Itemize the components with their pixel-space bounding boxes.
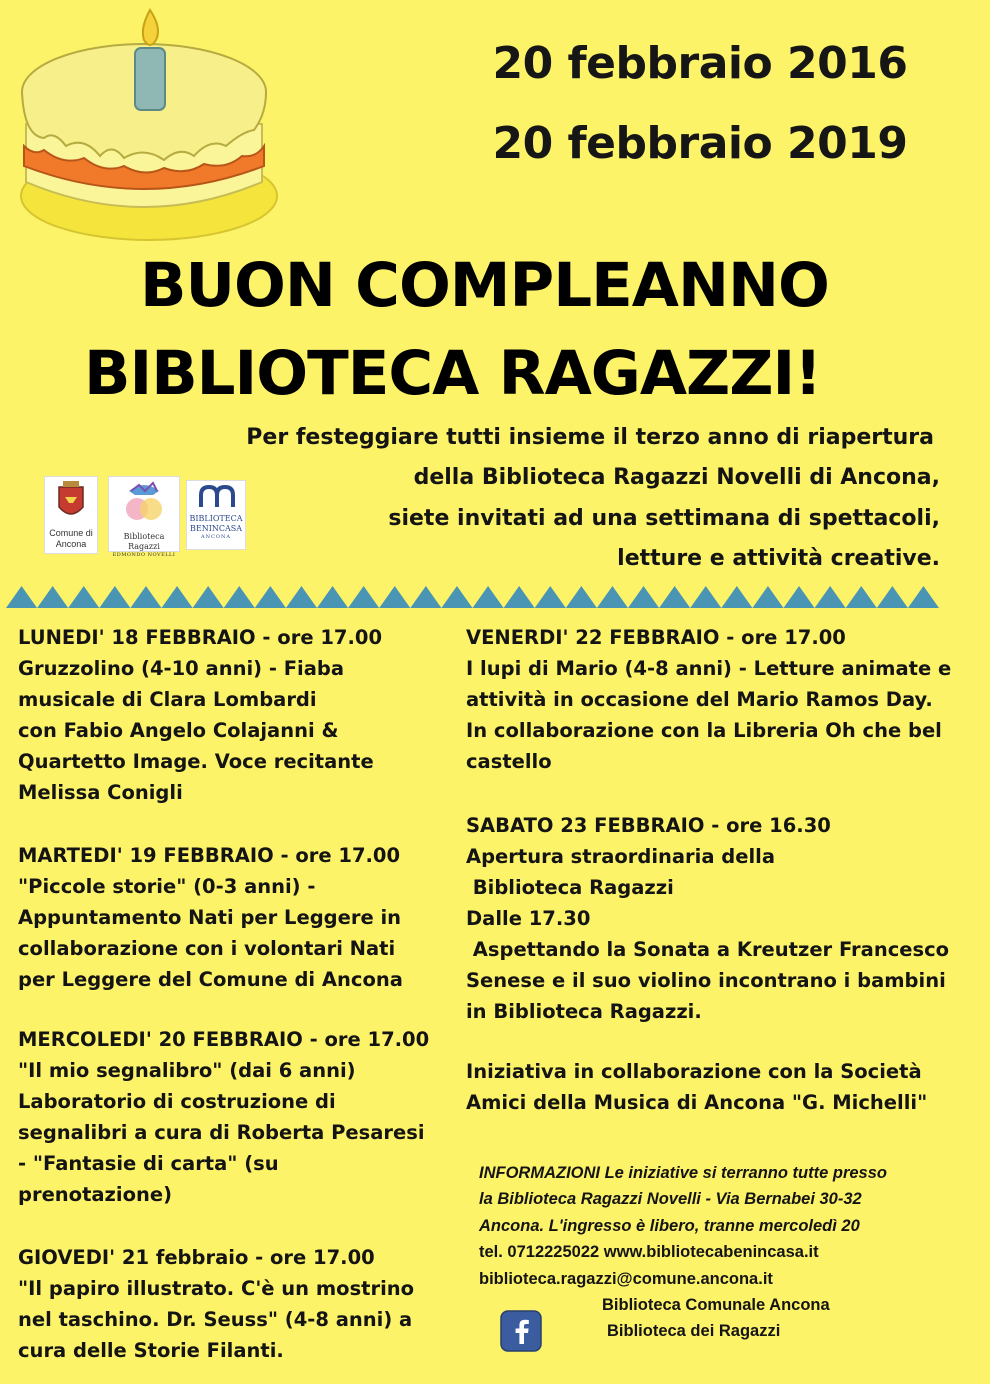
border-triangle (37, 586, 68, 608)
border-triangle (410, 586, 441, 608)
event-line: Quartetto Image. Voce recitante (18, 750, 374, 773)
comune-logo-line-2: Ancona (55, 539, 87, 549)
border-triangle (286, 586, 317, 608)
event-martedi (18, 840, 403, 995)
border-triangle (815, 586, 846, 608)
biblioteca-benincasa-logo (186, 480, 246, 550)
border-triangle (908, 586, 939, 608)
footer-line-1: Biblioteca Comunale Ancona (602, 1296, 830, 1314)
border-triangle (193, 586, 224, 608)
event-line: per Leggere del Comune di Ancona (18, 968, 403, 991)
border-triangle (784, 586, 815, 608)
border-triangle (162, 586, 193, 608)
date-2019: 20 febbraio 2019 (492, 118, 908, 169)
contact-line-email[interactable]: biblioteca.ragazzi@comune.ancona.it (479, 1269, 773, 1288)
info-block (479, 1160, 887, 1292)
biblioteca-ragazzi-logo (108, 476, 180, 558)
intro-line-3: siete invitati ad una settimana di spettacoli, (388, 506, 940, 531)
border-triangle (877, 586, 908, 608)
event-line: "Il mio segnalibro" (dai 6 anni) (18, 1059, 356, 1082)
event-line: con Fabio Angelo Colajanni & (18, 719, 339, 742)
headline-line-1: BUON COMPLEANNO (140, 250, 829, 321)
ragazzi-logo-line-2: EDMONDO NOVELLI (112, 552, 176, 558)
event-line: Melissa Conigli (18, 781, 183, 804)
event-line: I lupi di Mario (4-8 anni) - Letture animate e (466, 657, 952, 680)
info-line: la Biblioteca Ragazzi Novelli - Via Bernabei 30-32 (479, 1190, 862, 1209)
footer-line-2: Biblioteca dei Ragazzi (607, 1322, 781, 1340)
border-triangle (535, 586, 566, 608)
event-line: nel taschino. Dr. Seuss" (4-8 anni) a (18, 1308, 413, 1331)
arches-icon (187, 481, 245, 511)
event-line: Gruzzolino (4-10 anni) - Fiaba (18, 657, 345, 680)
event-line: Apertura straordinaria della (466, 845, 776, 868)
border-triangle (504, 586, 535, 608)
border-triangle (348, 586, 379, 608)
border-triangle (690, 586, 721, 608)
border-triangle (597, 586, 628, 608)
border-triangle (566, 586, 597, 608)
border-triangle (752, 586, 783, 608)
border-triangle (99, 586, 130, 608)
border-triangle (130, 586, 161, 608)
event-mercoledi (18, 1024, 429, 1210)
event-line: collaborazione con i volontari Nati (18, 937, 396, 960)
event-line: Senese e il suo violino incontrano i bambini (466, 969, 946, 992)
border-triangle (317, 586, 348, 608)
event-line: MARTEDI' 19 FEBBRAIO - ore 17.00 (18, 844, 401, 867)
event-line: musicale di Clara Lombardi (18, 688, 317, 711)
event-line: Appuntamento Nati per Leggere in (18, 906, 402, 929)
event-line: Iniziativa in collaborazione con la Società (466, 1060, 922, 1083)
event-line: in Biblioteca Ragazzi. (466, 1000, 702, 1023)
event-sabato (466, 810, 949, 1027)
info-line: Ancona. L'ingresso è libero, tranne mercoledì 20 (479, 1216, 860, 1235)
comune-ancona-logo (44, 476, 98, 554)
event-line: Amici della Musica di Ancona "G. Michelli" (466, 1091, 928, 1114)
event-line: SABATO 23 FEBBRAIO - ore 16.30 (466, 814, 831, 837)
border-triangle (68, 586, 99, 608)
facebook-icon[interactable] (500, 1310, 542, 1352)
intro-line-1: Per festeggiare tutti insieme il terzo anno di riapertura (246, 425, 934, 450)
event-line: Aspettando la Sonata a Kreutzer Francesco (466, 938, 950, 961)
border-triangle (846, 586, 877, 608)
event-line: In collaborazione con la Libreria Oh che bel (466, 719, 942, 742)
iniziativa-note (466, 1056, 927, 1118)
event-line: MERCOLEDI' 20 FEBBRAIO - ore 17.00 (18, 1028, 430, 1051)
border-triangle (659, 586, 690, 608)
border-triangle (441, 586, 472, 608)
event-line: LUNEDI' 18 FEBBRAIO - ore 17.00 (18, 626, 383, 649)
comune-logo-line-1: Comune di (49, 528, 93, 538)
benincasa-logo-line-3: ANCONA (201, 534, 231, 540)
event-line: segnalibri a cura di Roberta Pesaresi (18, 1121, 425, 1144)
border-triangle (224, 586, 255, 608)
event-line: cura delle Storie Filanti. (18, 1339, 284, 1362)
event-line: "Piccole storie" (0-3 anni) - (18, 875, 316, 898)
border-triangle (721, 586, 752, 608)
contact-line-phone-web[interactable]: tel. 0712225022 www.bibliotecabenincasa.it (479, 1243, 819, 1262)
event-lunedi (18, 622, 382, 808)
cake-illustration (4, 6, 282, 248)
event-line: VENERDI' 22 FEBBRAIO - ore 17.00 (466, 626, 846, 649)
event-venerdi (466, 622, 951, 777)
event-line: Dalle 17.30 (466, 907, 591, 930)
triangle-border (6, 584, 940, 608)
event-line: castello (466, 750, 552, 773)
event-line: "Il papiro illustrato. C'è un mostrino (18, 1277, 415, 1300)
border-triangle (379, 586, 410, 608)
date-2016: 20 febbraio 2016 (492, 38, 908, 89)
crest-icon (45, 477, 97, 525)
benincasa-logo-line-1: BIBLIOTECA (189, 514, 243, 523)
border-triangle (628, 586, 659, 608)
event-line: Biblioteca Ragazzi (466, 876, 674, 899)
info-line: INFORMAZIONI Le iniziative si terranno tutte presso (479, 1164, 887, 1182)
border-triangle (255, 586, 286, 608)
event-line: GIOVEDI' 21 febbraio - ore 17.00 (18, 1246, 375, 1269)
faces-icon (109, 477, 179, 529)
event-line: prenotazione) (18, 1183, 173, 1206)
intro-line-4: letture e attività creative. (617, 546, 940, 571)
benincasa-logo-line-2: BENINCASA (189, 524, 243, 533)
ragazzi-logo-line-1: Biblioteca Ragazzi (123, 532, 165, 551)
border-triangle (473, 586, 504, 608)
intro-line-2: della Biblioteca Ragazzi Novelli di Ancona, (413, 465, 940, 490)
event-line: - "Fantasie di carta" (su (18, 1152, 279, 1175)
border-triangle (6, 586, 37, 608)
event-line: attività in occasione del Mario Ramos Day. (466, 688, 933, 711)
event-giovedi (18, 1242, 414, 1366)
event-line: Laboratorio di costruzione di (18, 1090, 336, 1113)
headline-line-2: BIBLIOTECA RAGAZZI! (84, 338, 822, 409)
